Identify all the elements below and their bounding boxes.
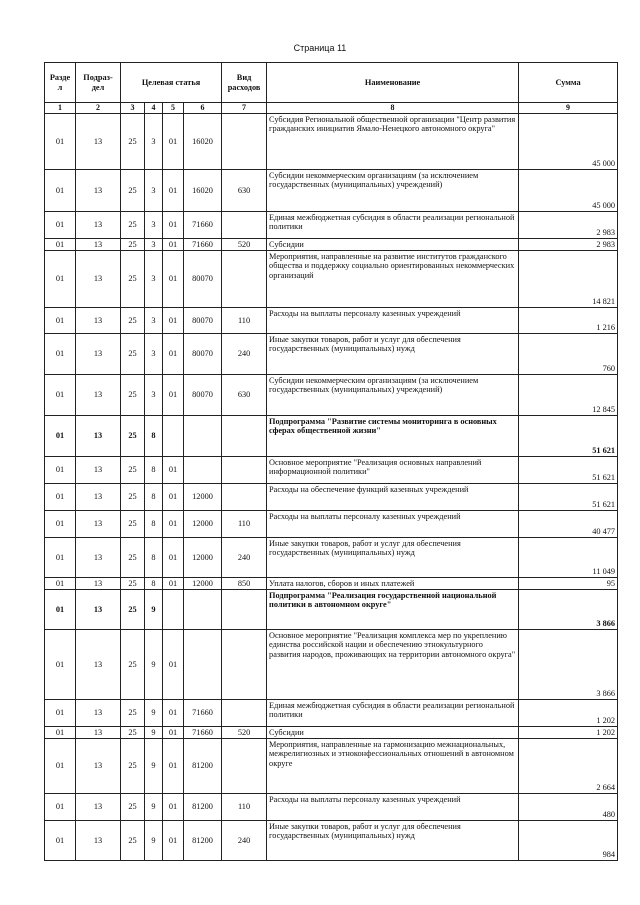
col-index: 9 bbox=[519, 103, 618, 114]
cell-cs-subprogram: 8 bbox=[145, 511, 163, 538]
cell-razdel: 01 bbox=[45, 821, 76, 861]
cell-cs-program: 25 bbox=[121, 511, 145, 538]
cell-podrazdel: 13 bbox=[76, 375, 121, 416]
cell-cs-subprogram: 8 bbox=[145, 538, 163, 578]
table-row bbox=[45, 700, 618, 727]
cell-naimenovanie: Субсидии некоммерческим организациям (за исключением государственных (муниципальных) учреждений) bbox=[267, 170, 519, 212]
cell-cs-direction bbox=[184, 416, 222, 457]
col-index: 5 bbox=[163, 103, 184, 114]
cell-cs-measure: 01 bbox=[163, 251, 184, 308]
cell-podrazdel: 13 bbox=[76, 212, 121, 239]
cell-cs-subprogram: 3 bbox=[145, 212, 163, 239]
table-row bbox=[45, 416, 618, 457]
cell-razdel: 01 bbox=[45, 484, 76, 511]
table-row bbox=[45, 170, 618, 212]
cell-naimenovanie: Иные закупки товаров, работ и услуг для обеспечения государственных (муниципальных) нужд bbox=[267, 538, 519, 578]
cell-cs-program: 25 bbox=[121, 630, 145, 700]
cell-cs-subprogram: 9 bbox=[145, 630, 163, 700]
table-row bbox=[45, 630, 618, 700]
cell-cs-subprogram: 3 bbox=[145, 114, 163, 170]
cell-vid-rashodov bbox=[222, 457, 267, 484]
cell-vid-rashodov: 240 bbox=[222, 821, 267, 861]
cell-cs-measure: 01 bbox=[163, 484, 184, 511]
cell-cs-program: 25 bbox=[121, 416, 145, 457]
column-index-row bbox=[45, 103, 618, 114]
cell-cs-direction bbox=[184, 457, 222, 484]
cell-summa: 2 983 bbox=[519, 212, 618, 239]
cell-cs-program: 25 bbox=[121, 590, 145, 630]
cell-podrazdel: 13 bbox=[76, 170, 121, 212]
cell-summa: 12 845 bbox=[519, 375, 618, 416]
cell-cs-direction: 12000 bbox=[184, 538, 222, 578]
cell-cs-direction: 71660 bbox=[184, 700, 222, 727]
table-row bbox=[45, 511, 618, 538]
cell-summa: 1 202 bbox=[519, 700, 618, 727]
cell-razdel: 01 bbox=[45, 251, 76, 308]
cell-razdel: 01 bbox=[45, 416, 76, 457]
table-row bbox=[45, 821, 618, 861]
cell-razdel: 01 bbox=[45, 457, 76, 484]
cell-razdel: 01 bbox=[45, 538, 76, 578]
cell-naimenovanie: Мероприятия, направленные на развитие институтов гражданского общества и поддержку социально ориентированных некоммерческих организаций bbox=[267, 251, 519, 308]
cell-cs-subprogram: 3 bbox=[145, 334, 163, 375]
col-index: 2 bbox=[76, 103, 121, 114]
cell-cs-subprogram: 8 bbox=[145, 484, 163, 511]
col-index: 6 bbox=[184, 103, 222, 114]
cell-summa: 3 866 bbox=[519, 630, 618, 700]
cell-cs-direction: 80070 bbox=[184, 375, 222, 416]
cell-naimenovanie: Субсидия Региональной общественной организации "Центр развития гражданских инициатив Ямало-Ненецкого автономного округа" bbox=[267, 114, 519, 170]
cell-vid-rashodov: 110 bbox=[222, 794, 267, 821]
table-row bbox=[45, 308, 618, 334]
cell-cs-direction bbox=[184, 630, 222, 700]
cell-summa: 51 621 bbox=[519, 484, 618, 511]
cell-cs-program: 25 bbox=[121, 170, 145, 212]
cell-vid-rashodov bbox=[222, 114, 267, 170]
cell-razdel: 01 bbox=[45, 630, 76, 700]
cell-naimenovanie: Единая межбюджетная субсидия в области реализации региональной политики bbox=[267, 212, 519, 239]
cell-cs-measure: 01 bbox=[163, 239, 184, 251]
cell-razdel: 01 bbox=[45, 590, 76, 630]
cell-summa: 2 664 bbox=[519, 739, 618, 794]
cell-razdel: 01 bbox=[45, 212, 76, 239]
cell-cs-direction: 81200 bbox=[184, 821, 222, 861]
cell-cs-measure: 01 bbox=[163, 700, 184, 727]
header-razdel: Разде л bbox=[45, 63, 76, 103]
cell-cs-program: 25 bbox=[121, 334, 145, 375]
cell-cs-direction: 71660 bbox=[184, 212, 222, 239]
cell-cs-measure: 01 bbox=[163, 727, 184, 739]
cell-cs-program: 25 bbox=[121, 727, 145, 739]
header-celevaya-statya: Целевая статья bbox=[121, 63, 222, 103]
cell-cs-measure: 01 bbox=[163, 578, 184, 590]
cell-razdel: 01 bbox=[45, 308, 76, 334]
table-row bbox=[45, 251, 618, 308]
cell-cs-subprogram: 3 bbox=[145, 375, 163, 416]
cell-vid-rashodov: 630 bbox=[222, 375, 267, 416]
cell-summa: 2 983 bbox=[519, 239, 618, 251]
cell-cs-direction: 81200 bbox=[184, 739, 222, 794]
cell-vid-rashodov: 110 bbox=[222, 308, 267, 334]
cell-razdel: 01 bbox=[45, 239, 76, 251]
cell-cs-program: 25 bbox=[121, 700, 145, 727]
cell-cs-direction bbox=[184, 590, 222, 630]
cell-cs-measure: 01 bbox=[163, 334, 184, 375]
table-row bbox=[45, 727, 618, 739]
table-row bbox=[45, 239, 618, 251]
cell-cs-program: 25 bbox=[121, 375, 145, 416]
cell-naimenovanie: Расходы на выплаты персоналу казенных учреждений bbox=[267, 511, 519, 538]
table-row bbox=[45, 578, 618, 590]
cell-podrazdel: 13 bbox=[76, 538, 121, 578]
cell-cs-subprogram: 9 bbox=[145, 794, 163, 821]
cell-vid-rashodov bbox=[222, 630, 267, 700]
cell-cs-subprogram: 9 bbox=[145, 700, 163, 727]
cell-cs-direction: 12000 bbox=[184, 578, 222, 590]
cell-razdel: 01 bbox=[45, 739, 76, 794]
cell-summa: 45 000 bbox=[519, 114, 618, 170]
cell-cs-measure: 01 bbox=[163, 375, 184, 416]
cell-podrazdel: 13 bbox=[76, 334, 121, 375]
cell-podrazdel: 13 bbox=[76, 739, 121, 794]
cell-cs-direction: 80070 bbox=[184, 334, 222, 375]
cell-podrazdel: 13 bbox=[76, 821, 121, 861]
cell-cs-program: 25 bbox=[121, 212, 145, 239]
cell-summa: 3 866 bbox=[519, 590, 618, 630]
cell-summa: 1 202 bbox=[519, 727, 618, 739]
cell-podrazdel: 13 bbox=[76, 578, 121, 590]
header-vid-rashodov: Вид расходов bbox=[222, 63, 267, 103]
table-row bbox=[45, 484, 618, 511]
col-index: 8 bbox=[267, 103, 519, 114]
cell-cs-subprogram: 8 bbox=[145, 416, 163, 457]
col-index: 3 bbox=[121, 103, 145, 114]
cell-cs-measure: 01 bbox=[163, 538, 184, 578]
cell-cs-subprogram: 9 bbox=[145, 739, 163, 794]
cell-cs-subprogram: 9 bbox=[145, 590, 163, 630]
col-index: 4 bbox=[145, 103, 163, 114]
cell-cs-measure: 01 bbox=[163, 821, 184, 861]
cell-naimenovanie: Уплата налогов, сборов и иных платежей bbox=[267, 578, 519, 590]
cell-summa: 45 000 bbox=[519, 170, 618, 212]
cell-cs-direction: 12000 bbox=[184, 511, 222, 538]
cell-podrazdel: 13 bbox=[76, 416, 121, 457]
cell-podrazdel: 13 bbox=[76, 251, 121, 308]
cell-cs-direction: 16020 bbox=[184, 170, 222, 212]
cell-cs-direction: 81200 bbox=[184, 794, 222, 821]
cell-cs-subprogram: 3 bbox=[145, 308, 163, 334]
page-number: Страница 11 bbox=[293, 43, 347, 53]
cell-cs-measure: 01 bbox=[163, 630, 184, 700]
cell-vid-rashodov: 630 bbox=[222, 170, 267, 212]
cell-cs-program: 25 bbox=[121, 239, 145, 251]
cell-vid-rashodov: 520 bbox=[222, 727, 267, 739]
table-row bbox=[45, 375, 618, 416]
cell-vid-rashodov bbox=[222, 416, 267, 457]
cell-cs-measure: 01 bbox=[163, 457, 184, 484]
header-row bbox=[45, 63, 618, 103]
cell-podrazdel: 13 bbox=[76, 727, 121, 739]
cell-cs-program: 25 bbox=[121, 739, 145, 794]
cell-cs-measure: 01 bbox=[163, 308, 184, 334]
cell-summa: 760 bbox=[519, 334, 618, 375]
cell-cs-direction: 12000 bbox=[184, 484, 222, 511]
header-naimenovanie: Наименование bbox=[267, 63, 519, 103]
cell-cs-measure bbox=[163, 590, 184, 630]
cell-cs-program: 25 bbox=[121, 114, 145, 170]
cell-naimenovanie: Иные закупки товаров, работ и услуг для обеспечения государственных (муниципальных) нужд bbox=[267, 334, 519, 375]
cell-vid-rashodov bbox=[222, 700, 267, 727]
cell-razdel: 01 bbox=[45, 794, 76, 821]
cell-cs-program: 25 bbox=[121, 308, 145, 334]
cell-naimenovanie: Основное мероприятие "Реализация основных направлений информационной политики" bbox=[267, 457, 519, 484]
cell-naimenovanie: Иные закупки товаров, работ и услуг для обеспечения государственных (муниципальных) нужд bbox=[267, 821, 519, 861]
cell-podrazdel: 13 bbox=[76, 114, 121, 170]
table-row bbox=[45, 538, 618, 578]
cell-cs-measure: 01 bbox=[163, 511, 184, 538]
cell-cs-direction: 80070 bbox=[184, 308, 222, 334]
cell-summa: 480 bbox=[519, 794, 618, 821]
cell-podrazdel: 13 bbox=[76, 239, 121, 251]
cell-cs-measure: 01 bbox=[163, 114, 184, 170]
cell-razdel: 01 bbox=[45, 727, 76, 739]
cell-vid-rashodov bbox=[222, 484, 267, 511]
cell-cs-subprogram: 8 bbox=[145, 457, 163, 484]
cell-vid-rashodov: 240 bbox=[222, 334, 267, 375]
cell-cs-program: 25 bbox=[121, 578, 145, 590]
table-row bbox=[45, 794, 618, 821]
cell-podrazdel: 13 bbox=[76, 457, 121, 484]
cell-cs-measure: 01 bbox=[163, 212, 184, 239]
cell-cs-direction: 16020 bbox=[184, 114, 222, 170]
cell-naimenovanie: Подпрограмма "Реализация государственной национальной политики в автономном округе" bbox=[267, 590, 519, 630]
col-index: 7 bbox=[222, 103, 267, 114]
cell-razdel: 01 bbox=[45, 114, 76, 170]
cell-summa: 51 621 bbox=[519, 457, 618, 484]
cell-naimenovanie: Подпрограмма "Развитие системы мониторинга в основных сферах общественной жизни" bbox=[267, 416, 519, 457]
cell-naimenovanie: Единая межбюджетная субсидия в области реализации региональной политики bbox=[267, 700, 519, 727]
cell-cs-measure bbox=[163, 416, 184, 457]
cell-naimenovanie: Расходы на выплаты персоналу казенных учреждений bbox=[267, 794, 519, 821]
cell-naimenovanie: Основное мероприятие "Реализация комплекса мер по укреплению единства российской нации и обеспечению этнокультурного развития народов, проживающих на территории автономного округа" bbox=[267, 630, 519, 700]
cell-razdel: 01 bbox=[45, 334, 76, 375]
cell-razdel: 01 bbox=[45, 578, 76, 590]
cell-podrazdel: 13 bbox=[76, 308, 121, 334]
table-row bbox=[45, 457, 618, 484]
cell-naimenovanie: Расходы на обеспечение функций казенных учреждений bbox=[267, 484, 519, 511]
cell-naimenovanie: Мероприятия, направленные на гармонизацию межнациональных, межрелигиозных и этноконфессиональных отношений в автономном округе bbox=[267, 739, 519, 794]
cell-naimenovanie: Субсидии bbox=[267, 727, 519, 739]
cell-vid-rashodov: 520 bbox=[222, 239, 267, 251]
cell-cs-direction: 71660 bbox=[184, 727, 222, 739]
header-summa: Сумма bbox=[519, 63, 618, 103]
cell-cs-program: 25 bbox=[121, 251, 145, 308]
cell-razdel: 01 bbox=[45, 511, 76, 538]
cell-podrazdel: 13 bbox=[76, 700, 121, 727]
cell-naimenovanie: Субсидии bbox=[267, 239, 519, 251]
cell-podrazdel: 13 bbox=[76, 794, 121, 821]
cell-vid-rashodov: 110 bbox=[222, 511, 267, 538]
cell-cs-subprogram: 3 bbox=[145, 170, 163, 212]
cell-naimenovanie: Расходы на выплаты персоналу казенных учреждений bbox=[267, 308, 519, 334]
cell-summa: 51 621 bbox=[519, 416, 618, 457]
cell-cs-subprogram: 3 bbox=[145, 239, 163, 251]
cell-podrazdel: 13 bbox=[76, 590, 121, 630]
cell-summa: 984 bbox=[519, 821, 618, 861]
cell-summa: 14 821 bbox=[519, 251, 618, 308]
cell-razdel: 01 bbox=[45, 700, 76, 727]
cell-naimenovanie: Субсидии некоммерческим организациям (за исключением государственных (муниципальных) учреждений) bbox=[267, 375, 519, 416]
cell-summa: 11 049 bbox=[519, 538, 618, 578]
cell-summa: 95 bbox=[519, 578, 618, 590]
cell-vid-rashodov: 850 bbox=[222, 578, 267, 590]
budget-table bbox=[44, 62, 618, 861]
table-row bbox=[45, 114, 618, 170]
cell-vid-rashodov: 240 bbox=[222, 538, 267, 578]
cell-cs-program: 25 bbox=[121, 457, 145, 484]
cell-vid-rashodov bbox=[222, 590, 267, 630]
cell-podrazdel: 13 bbox=[76, 630, 121, 700]
table-row bbox=[45, 334, 618, 375]
cell-cs-measure: 01 bbox=[163, 170, 184, 212]
cell-summa: 1 216 bbox=[519, 308, 618, 334]
col-index: 1 bbox=[45, 103, 76, 114]
cell-cs-program: 25 bbox=[121, 484, 145, 511]
cell-podrazdel: 13 bbox=[76, 484, 121, 511]
cell-podrazdel: 13 bbox=[76, 511, 121, 538]
cell-cs-subprogram: 8 bbox=[145, 578, 163, 590]
cell-cs-direction: 80070 bbox=[184, 251, 222, 308]
table-row bbox=[45, 212, 618, 239]
cell-cs-subprogram: 9 bbox=[145, 821, 163, 861]
cell-cs-program: 25 bbox=[121, 794, 145, 821]
cell-cs-program: 25 bbox=[121, 821, 145, 861]
cell-vid-rashodov bbox=[222, 739, 267, 794]
cell-summa: 40 477 bbox=[519, 511, 618, 538]
cell-cs-direction: 71660 bbox=[184, 239, 222, 251]
header-podrazdel: Подраз- дел bbox=[76, 63, 121, 103]
cell-razdel: 01 bbox=[45, 375, 76, 416]
cell-vid-rashodov bbox=[222, 212, 267, 239]
cell-cs-subprogram: 3 bbox=[145, 251, 163, 308]
cell-cs-measure: 01 bbox=[163, 794, 184, 821]
cell-vid-rashodov bbox=[222, 251, 267, 308]
table-row bbox=[45, 590, 618, 630]
cell-cs-program: 25 bbox=[121, 538, 145, 578]
table-row bbox=[45, 739, 618, 794]
cell-cs-measure: 01 bbox=[163, 739, 184, 794]
cell-cs-subprogram: 9 bbox=[145, 727, 163, 739]
cell-razdel: 01 bbox=[45, 170, 76, 212]
